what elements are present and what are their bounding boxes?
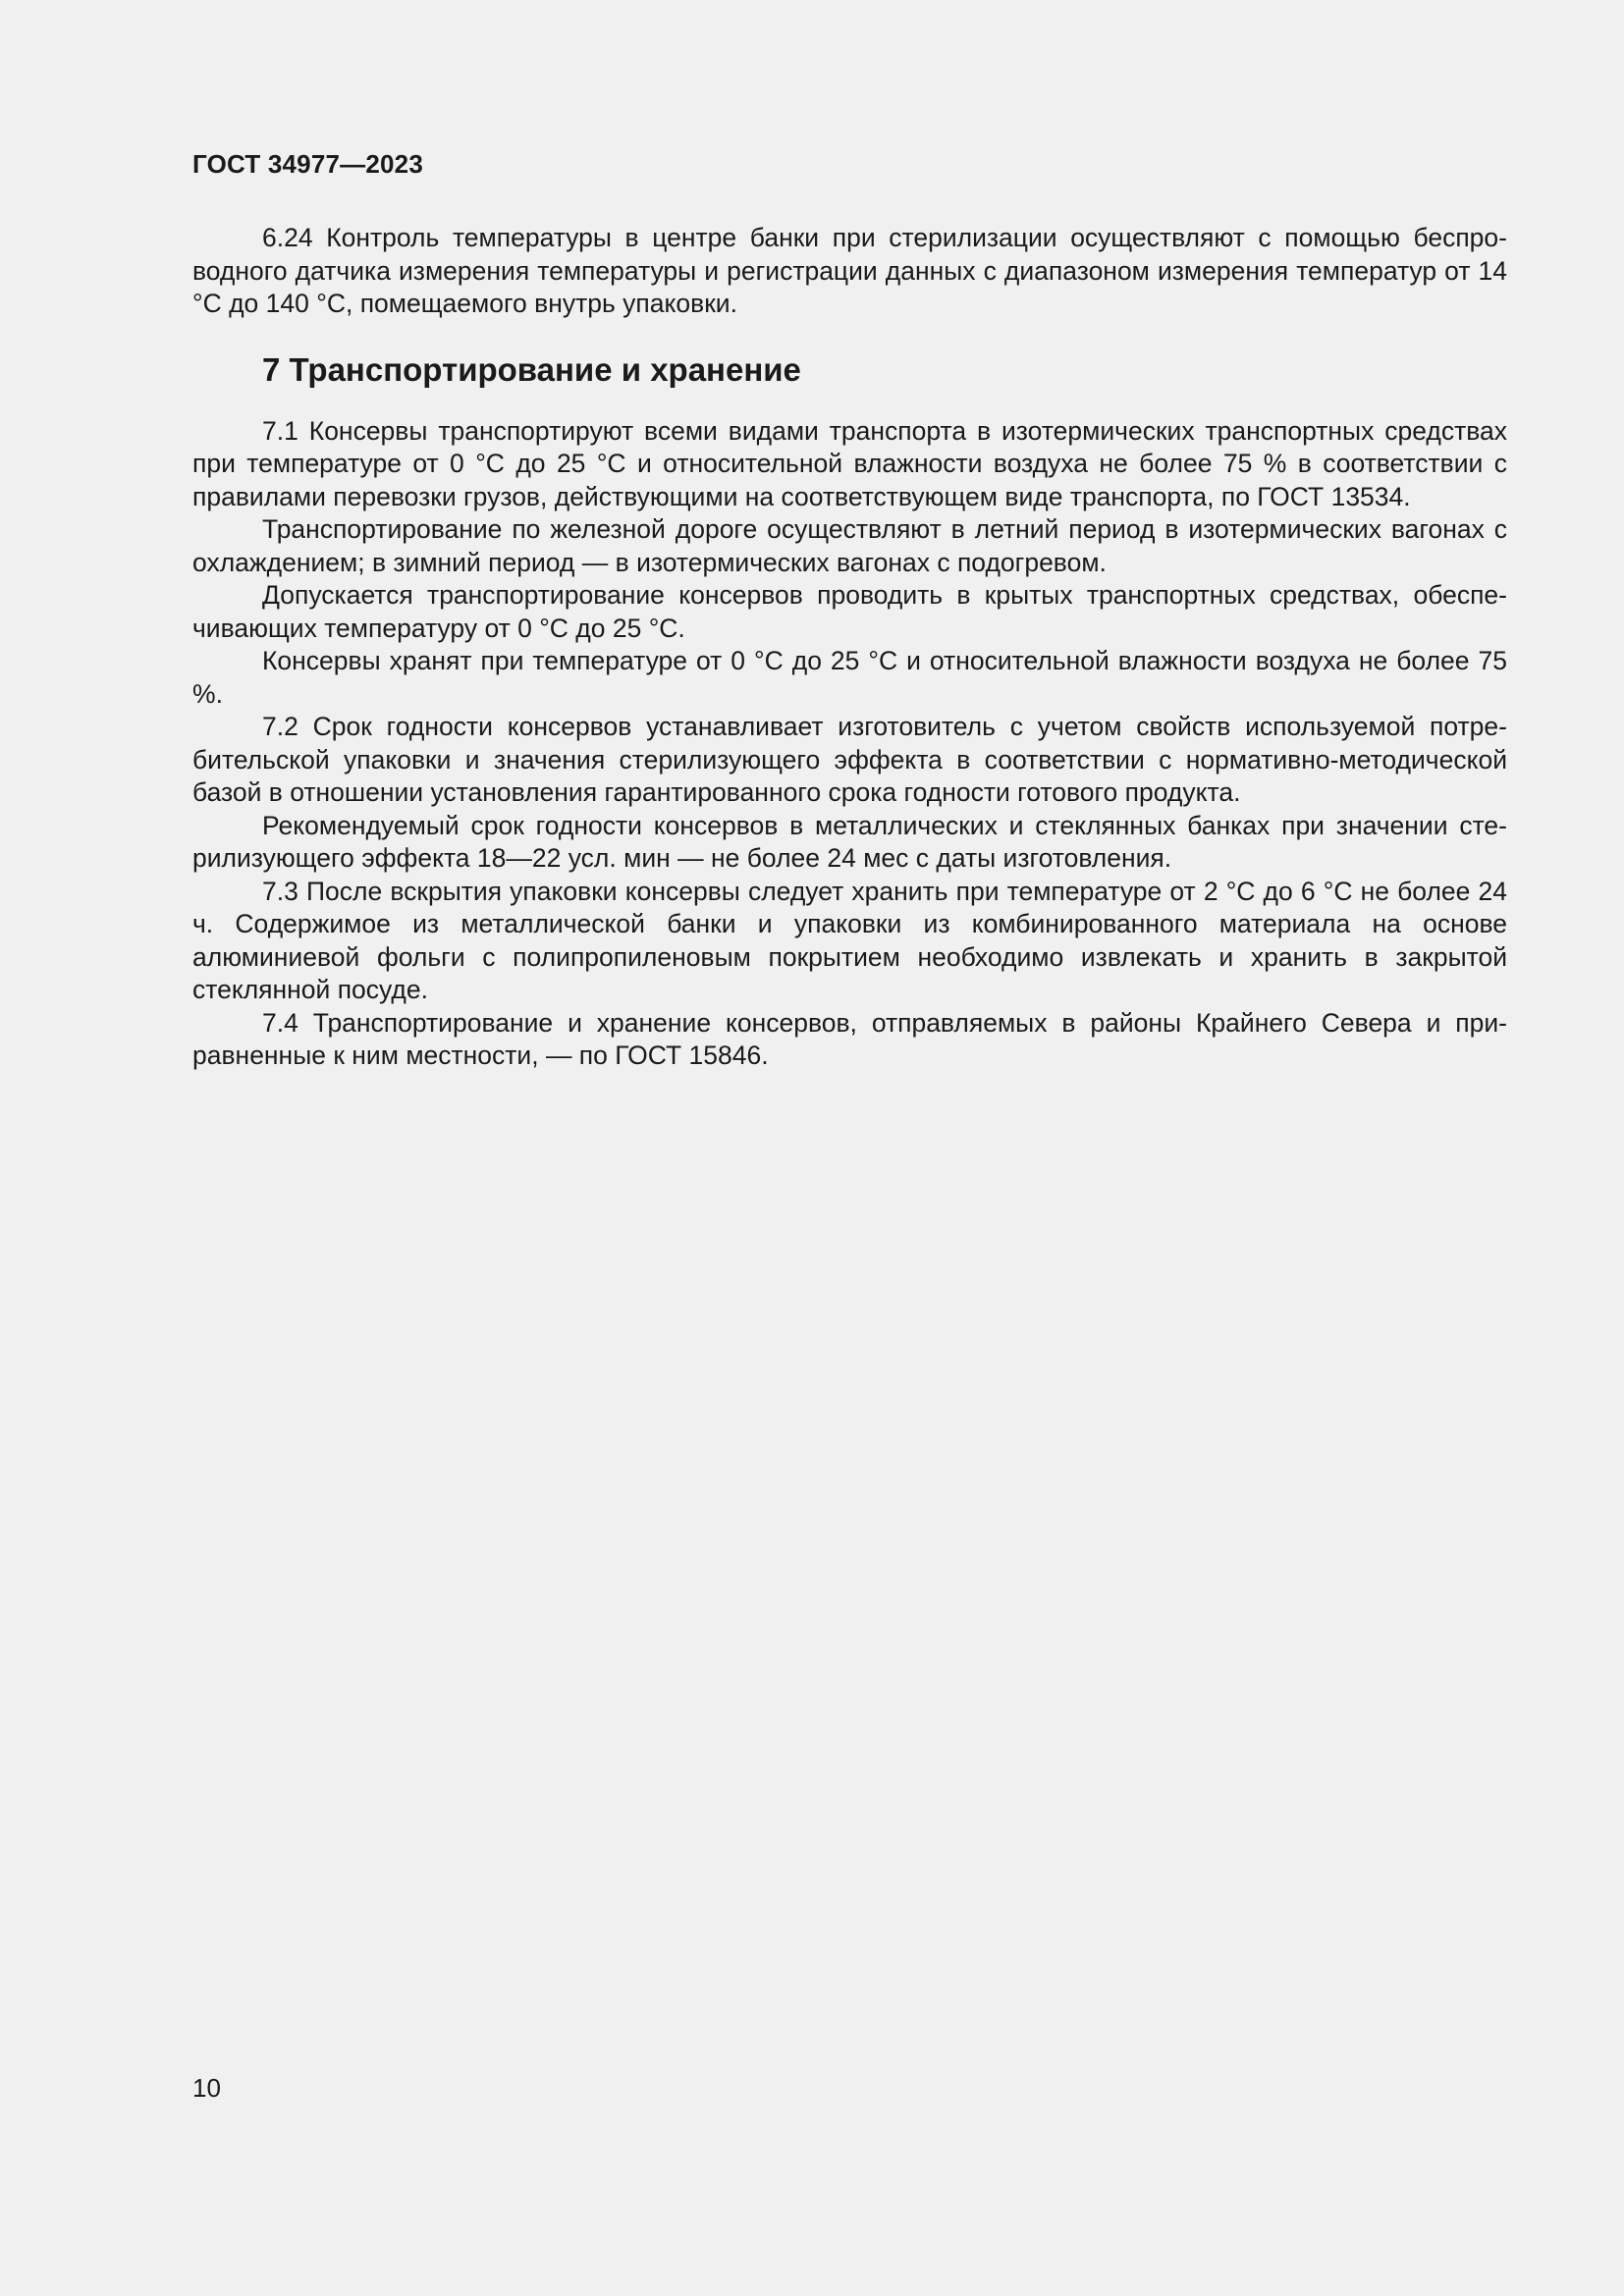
page-body xyxy=(192,222,1507,1073)
paragraph-7-3: 7.3 После вскрытия упаковки консервы следует хранить при температуре от 2 °С до 6 °С не более 24 ч. Содержимое из металлической банки и упаковки из комбинированного материала на основе алюминиевой фольги с полипропиленовым покрытием необходимо извлекать и хранить в закрытой стеклянной посуде. xyxy=(192,876,1507,1004)
paragraph-rail-transport: Транспортирование по железной дороге осуществляют в летний период в изотермических вагонах с охлаждением; в зимний период — в изотермических вагонах с подогревом. xyxy=(192,514,1507,577)
document-header: ГОСТ 34977—2023 xyxy=(192,149,423,179)
paragraph-7-4: 7.4 Транспортирование и хранение консервов, отправляемых в районы Крайнего Севера и приравненные к ним местности, — по ГОСТ 15846. xyxy=(192,1007,1507,1070)
paragraph-6-24: 6.24 Контроль температуры в центре банки при стерилизации осуществляют с помощью беспроводного датчика измерения температуры и регистрации данных с диапазоном измерения температур от 14 °С до 140 °С, помещаемого внутрь упаковки. xyxy=(192,223,1507,318)
paragraph-7-2: 7.2 Срок годности консервов устанавливает изготовитель с учетом свойств используемой потребительской упаковки и значения стерилизующего эффекта в соответствии с нормативно-методической базой в отношении установления гарантированного срока годности готового продукта. xyxy=(192,712,1507,807)
paragraph-covered-transport: Допускается транспортирование консервов проводить в крытых транспортных средствах, обеспечивающих температуру от 0 °С до 25 °С. xyxy=(192,580,1507,643)
paragraph-7-1: 7.1 Консервы транспортируют всеми видами транспорта в изотермических транспортных средствах при температуре от 0 °С до 25 °С и относительной влажности воздуха не более 75 % в соответствии с правилами перевозки грузов, действующими на соответствующем виде транспорта, по ГОСТ 13534. xyxy=(192,415,1507,511)
page-number: 10 xyxy=(192,2073,221,2103)
paragraph-recommended-shelf-life: Рекомендуемый срок годности консервов в металлических и стеклянных банках при значении стерилизующего эффекта 18—22 усл. мин — не более 24 мес с даты изготовления. xyxy=(192,810,1507,873)
paragraph-storage-conditions: Консервы хранят при температуре от 0 °С до 25 °С и относительной влажности воздуха не более 75 %. xyxy=(192,646,1507,709)
section-heading-7: 7 Транспортирование и хранение xyxy=(262,350,801,388)
